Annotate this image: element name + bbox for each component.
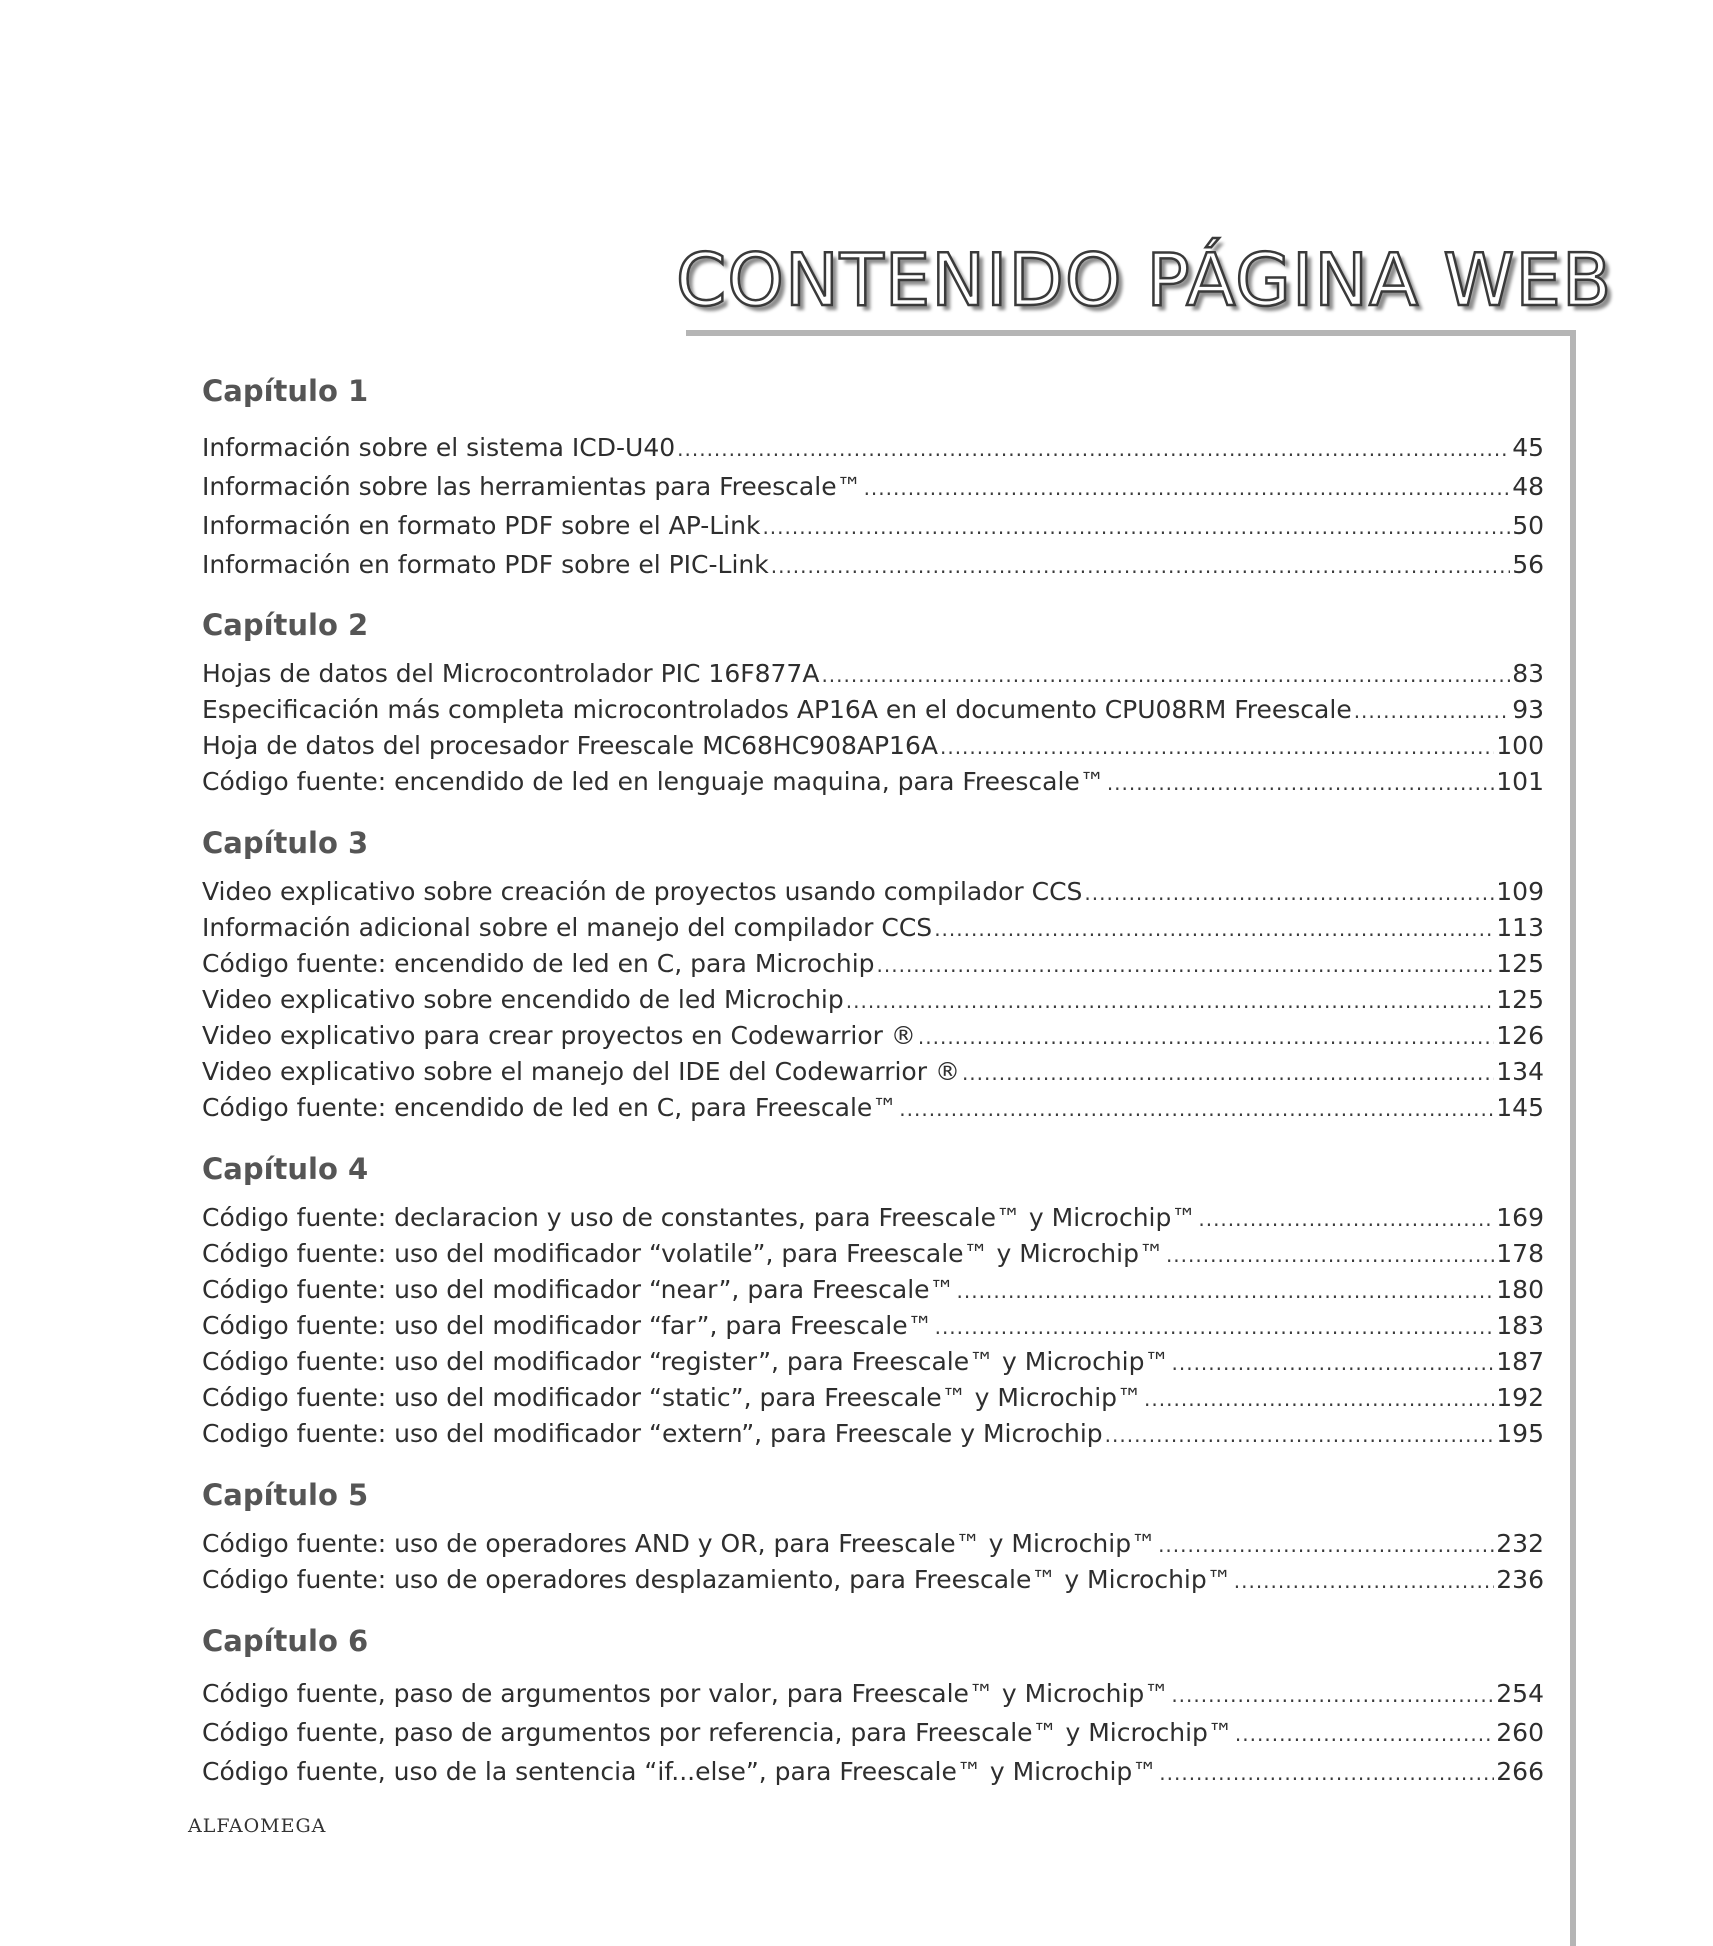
- dot-leader: [1084, 875, 1494, 911]
- entry-page-number: 192: [1496, 1383, 1544, 1412]
- entry-title: Video explicativo sobre creación de proyectos usando compilador CCS: [202, 877, 1083, 906]
- entry-title: Información en formato PDF sobre el PIC-Link: [202, 550, 769, 579]
- entry-page-number: 56: [1512, 550, 1544, 579]
- dot-leader: [1166, 1237, 1494, 1273]
- entry-title: Codigo fuente: uso del modificador “extern”, para Freescale y Microchip: [202, 1419, 1103, 1448]
- toc-entry[interactable]: [202, 946, 1544, 982]
- entry-title: Código fuente: uso del modificador “volatile”, para Freescale™ y Microchip™: [202, 1239, 1164, 1268]
- entry-title: Código fuente: uso del modificador “static”, para Freescale™ y Microchip™: [202, 1383, 1143, 1412]
- entry-page-number: 126: [1496, 1021, 1544, 1050]
- toc-entry[interactable]: [202, 1713, 1544, 1752]
- toc-entry[interactable]: [202, 1054, 1544, 1090]
- entry-title: Hojas de datos del Microcontrolador PIC 16F877A: [202, 659, 820, 688]
- page-side-bar: [1570, 330, 1576, 1946]
- toc-entry[interactable]: [202, 1526, 1544, 1562]
- entry-title: Información sobre las herramientas para Freescale™: [202, 472, 862, 501]
- dot-leader: [1105, 1417, 1495, 1453]
- entry-page-number: 101: [1496, 767, 1544, 796]
- entry-page-number: 254: [1496, 1679, 1544, 1708]
- entry-title: Código fuente: encendido de led en C, para Microchip: [202, 949, 875, 978]
- chapter-entries: [202, 1526, 1544, 1598]
- entry-title: Código fuente, uso de la sentencia “if...else”, para Freescale™ y Microchip™: [202, 1757, 1158, 1786]
- dot-leader: [1171, 1676, 1494, 1715]
- entry-title: Información en formato PDF sobre el AP-Link: [202, 511, 761, 540]
- toc-entry[interactable]: [202, 1380, 1544, 1416]
- entry-page-number: 195: [1496, 1419, 1544, 1448]
- toc-entry[interactable]: [202, 1752, 1544, 1791]
- entry-page-number: 187: [1496, 1347, 1544, 1376]
- entry-page-number: 145: [1496, 1093, 1544, 1122]
- entry-title: Video explicativo sobre el manejo del IDE del Codewarrior ®: [202, 1057, 960, 1086]
- toc-entry[interactable]: [202, 506, 1544, 545]
- entry-page-number: 232: [1496, 1529, 1544, 1558]
- entry-title: Código fuente: uso de operadores AND y OR, para Freescale™ y Microchip™: [202, 1529, 1157, 1558]
- entry-title: Código fuente: uso del modificador “far”, para Freescale™: [202, 1311, 933, 1340]
- chapter-entries: [202, 1200, 1544, 1452]
- entry-page-number: 266: [1496, 1757, 1544, 1786]
- entry-title: Código fuente: encendido de led en lenguaje maquina, para Freescale™: [202, 767, 1105, 796]
- dot-leader: [934, 911, 1494, 947]
- dot-leader: [762, 508, 1510, 547]
- table-of-contents: [202, 360, 1544, 1791]
- chapter-2: [202, 594, 1544, 800]
- dot-leader: [1198, 1201, 1494, 1237]
- toc-entry[interactable]: [202, 874, 1544, 910]
- chapter-6: [202, 1610, 1544, 1791]
- chapter-entries: [202, 1672, 1544, 1791]
- chapter-title: Capítulo 2: [202, 608, 369, 642]
- entry-title: Código fuente: declaracion y uso de constantes, para Freescale™ y Microchip™: [202, 1203, 1197, 1232]
- chapter-title: Capítulo 5: [202, 1478, 369, 1512]
- entry-page-number: 100: [1496, 731, 1544, 760]
- toc-entry[interactable]: [202, 1236, 1544, 1272]
- toc-entry[interactable]: [202, 467, 1544, 506]
- toc-entry[interactable]: [202, 656, 1544, 692]
- dot-leader: [1144, 1381, 1494, 1417]
- entry-page-number: 93: [1512, 695, 1544, 724]
- entry-title: Código fuente: uso de operadores desplazamiento, para Freescale™ y Microchip™: [202, 1565, 1232, 1594]
- toc-entry[interactable]: [202, 1272, 1544, 1308]
- dot-leader: [1235, 1715, 1494, 1754]
- entry-page-number: 183: [1496, 1311, 1544, 1340]
- dot-leader: [821, 657, 1510, 693]
- entry-page-number: 178: [1496, 1239, 1544, 1268]
- toc-entry[interactable]: [202, 428, 1544, 467]
- entry-page-number: 125: [1496, 949, 1544, 978]
- chapter-title: Capítulo 4: [202, 1152, 369, 1186]
- entry-page-number: 48: [1512, 472, 1544, 501]
- dot-leader: [771, 547, 1510, 586]
- toc-entry[interactable]: [202, 1416, 1544, 1452]
- entry-title: Especificación más completa microcontrolados AP16A en el documento CPU08RM Freescale: [202, 695, 1352, 724]
- dot-leader: [1158, 1527, 1494, 1563]
- chapter-entries: [202, 656, 1544, 800]
- entry-page-number: 109: [1496, 877, 1544, 906]
- toc-entry[interactable]: [202, 764, 1544, 800]
- entry-page-number: 50: [1512, 511, 1544, 540]
- dot-leader: [957, 1273, 1495, 1309]
- entry-page-number: 169: [1496, 1203, 1544, 1232]
- chapter-title: Capítulo 1: [202, 374, 369, 408]
- entry-page-number: 113: [1496, 913, 1544, 942]
- entry-page-number: 260: [1496, 1718, 1544, 1747]
- toc-entry[interactable]: [202, 1308, 1544, 1344]
- entry-title: Video explicativo para crear proyectos en Codewarrior ®: [202, 1021, 916, 1050]
- dot-leader: [1234, 1563, 1495, 1599]
- chapter-3: [202, 812, 1544, 1126]
- entry-page-number: 236: [1496, 1565, 1544, 1594]
- dot-leader: [940, 729, 1494, 765]
- entry-title: Código fuente, paso de argumentos por referencia, para Freescale™ y Microchip™: [202, 1718, 1233, 1747]
- entry-page-number: 134: [1496, 1057, 1544, 1086]
- toc-entry[interactable]: [202, 545, 1544, 584]
- entry-title: Código fuente: uso del modificador “near”, para Freescale™: [202, 1275, 955, 1304]
- footer-publisher: ALFAOMEGA: [188, 1815, 327, 1837]
- dot-leader: [846, 983, 1495, 1019]
- page-title: CONTENIDO PÁGINA WEB: [676, 238, 1613, 322]
- chapter-title: Capítulo 3: [202, 826, 369, 860]
- entry-title: Video explicativo sobre encendido de led Microchip: [202, 985, 844, 1014]
- dot-leader: [877, 947, 1495, 983]
- chapter-1: [202, 360, 1544, 584]
- dot-leader: [962, 1055, 1494, 1091]
- dot-leader: [1107, 765, 1494, 801]
- toc-entry[interactable]: [202, 1200, 1544, 1236]
- dot-leader: [899, 1091, 1494, 1127]
- toc-entry[interactable]: [202, 1674, 1544, 1713]
- dot-leader: [1354, 693, 1510, 729]
- dot-leader: [918, 1019, 1494, 1055]
- entry-page-number: 125: [1496, 985, 1544, 1014]
- entry-title: Información sobre el sistema ICD-U40: [202, 433, 676, 462]
- dot-leader: [864, 469, 1511, 508]
- toc-entry[interactable]: [202, 1344, 1544, 1380]
- toc-entry[interactable]: [202, 1562, 1544, 1598]
- toc-entry[interactable]: [202, 1018, 1544, 1054]
- toc-entry[interactable]: [202, 692, 1544, 728]
- entry-title: Código fuente: encendido de led en C, para Freescale™: [202, 1093, 898, 1122]
- chapter-5: [202, 1464, 1544, 1598]
- toc-entry[interactable]: [202, 1090, 1544, 1126]
- entry-title: Hoja de datos del procesador Freescale MC68HC908AP16A: [202, 731, 938, 760]
- entry-title: Información adicional sobre el manejo del compilador CCS: [202, 913, 933, 942]
- entry-title: Código fuente: uso del modificador “register”, para Freescale™ y Microchip™: [202, 1347, 1170, 1376]
- dot-leader: [935, 1309, 1495, 1345]
- chapter-entries: [202, 422, 1544, 584]
- toc-entry[interactable]: [202, 982, 1544, 1018]
- dot-leader: [1172, 1345, 1495, 1381]
- entry-title: Código fuente, paso de argumentos por valor, para Freescale™ y Microchip™: [202, 1679, 1170, 1708]
- title-underline: [686, 330, 1576, 336]
- entry-page-number: 180: [1496, 1275, 1544, 1304]
- chapter-entries: [202, 874, 1544, 1126]
- toc-entry[interactable]: [202, 728, 1544, 764]
- chapter-title: Capítulo 6: [202, 1624, 369, 1658]
- dot-leader: [1159, 1754, 1494, 1793]
- toc-entry[interactable]: [202, 910, 1544, 946]
- entry-page-number: 45: [1512, 433, 1544, 462]
- entry-page-number: 83: [1512, 659, 1544, 688]
- chapter-4: [202, 1138, 1544, 1452]
- dot-leader: [677, 430, 1510, 469]
